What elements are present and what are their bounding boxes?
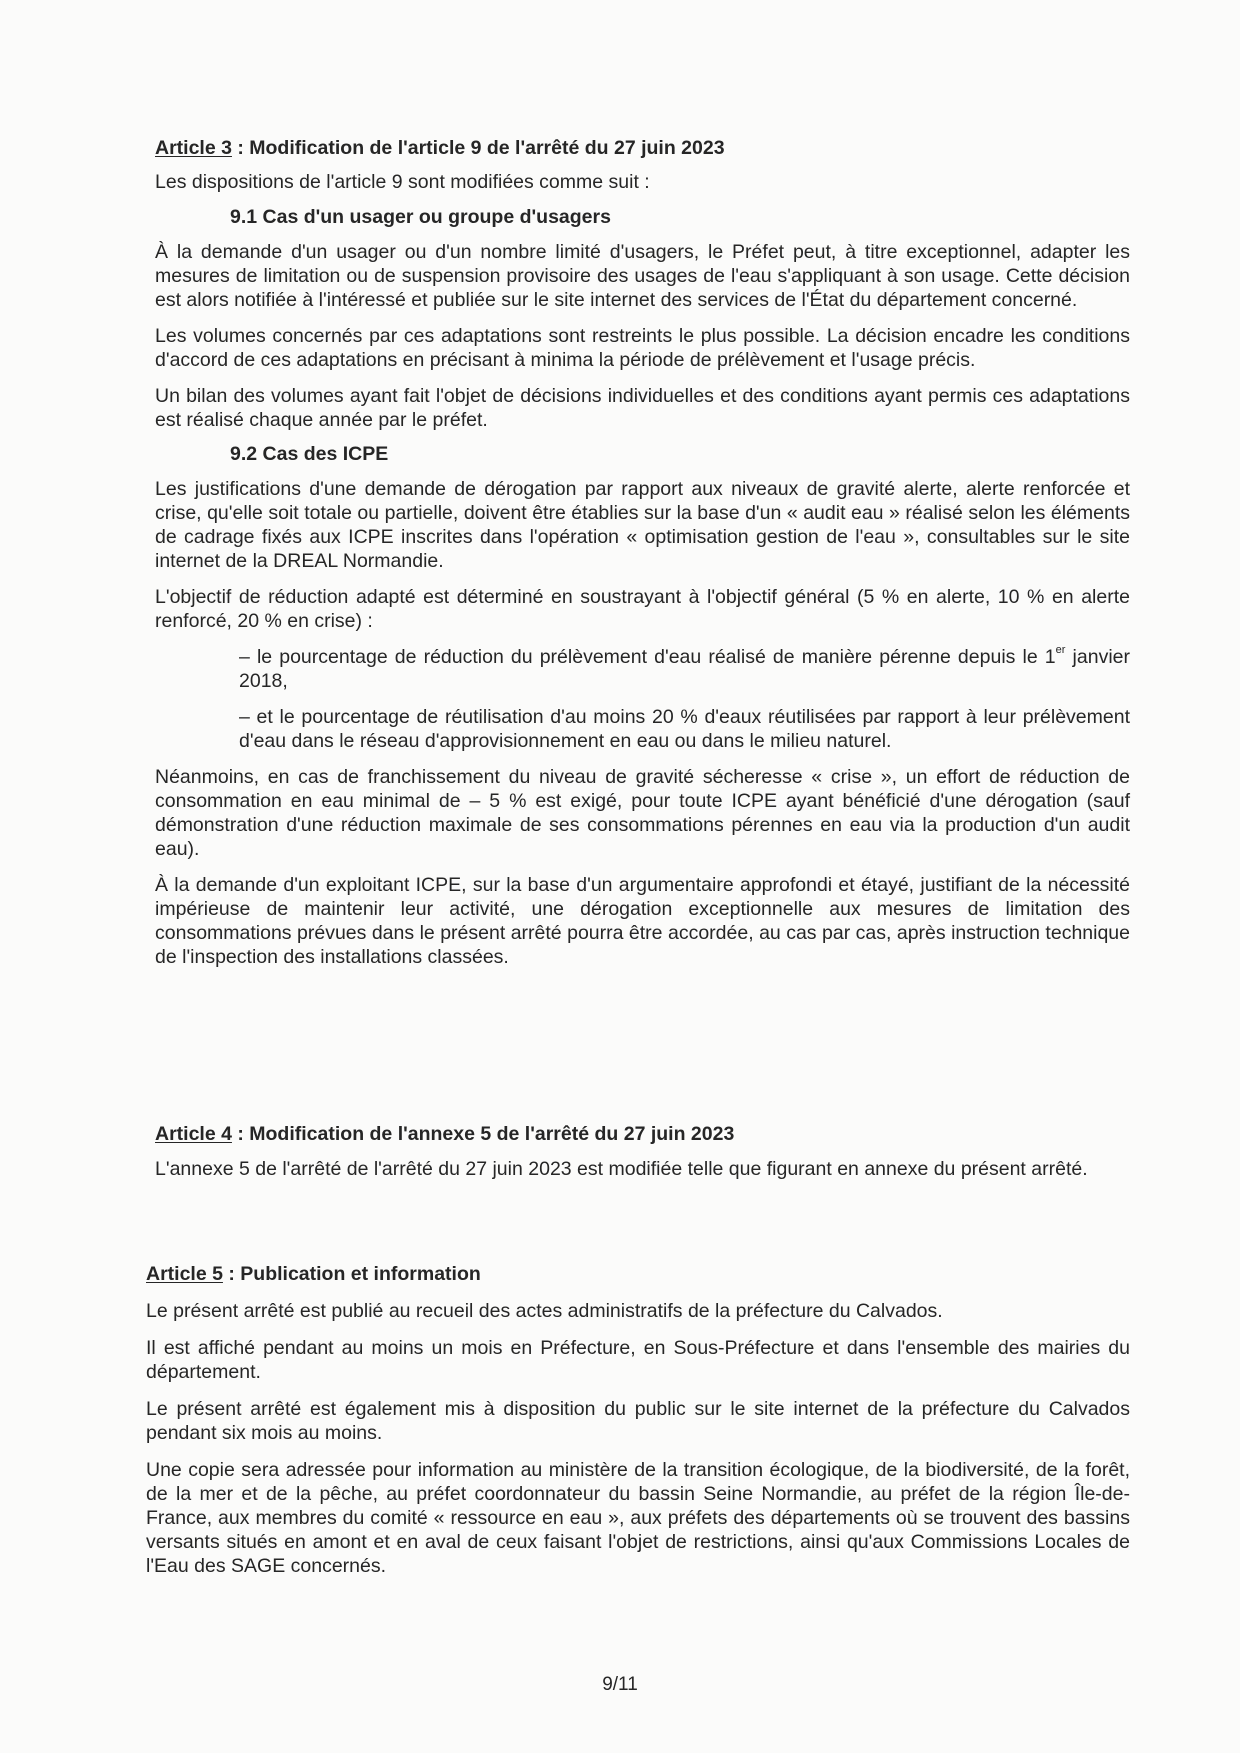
article-5-paragraph-2: Il est affiché pendant au moins un mois en Préfecture, en Sous-Préfecture et dans l'ensemble des mairies du département.: [146, 1337, 1130, 1383]
article-5: [146, 1262, 1130, 1578]
article-4: [155, 1122, 1130, 1181]
article-4-heading: [155, 1122, 1130, 1146]
superscript: er: [1055, 644, 1066, 656]
article-3-label: Article 3: [155, 137, 232, 159]
list-item: [155, 645, 1130, 693]
section-9-1-title: 9.1 Cas d'un usager ou groupe d'usagers: [230, 206, 611, 228]
article-5-label: Article 5: [146, 1263, 223, 1285]
section-9-2-title: 9.2 Cas des ICPE: [230, 443, 389, 465]
article-5-title: : Publication et information: [222, 1263, 481, 1285]
article-3-title: : Modification de l'article 9 de l'arrêté du 27 juin 2023: [231, 137, 725, 159]
article-5-paragraph-3: Le présent arrêté est également mis à disposition du public sur le site internet de la préfecture du Calvados pendant six mois au moins.: [146, 1398, 1130, 1444]
article-4-label: Article 4: [155, 1123, 232, 1145]
section-9-2-paragraph-3: Néanmoins, en cas de franchissement du niveau de gravité sécheresse « crise », un effort de réduction de consommation en eau minimal de – 5 % est exigé, pour toute ICPE ayant bénéficié d'une dérogation (sauf démonstration d'une réduction maximale de ses consommations pérennes en eau via la production d'un audit eau).: [155, 766, 1130, 860]
section-9-2-paragraph-4: À la demande d'un exploitant ICPE, sur la base d'un argumentaire approfondi et étayé, justifiant de la nécessité impérieuse de maintenir leur activité, une dérogation exceptionnelle aux mesures de limitation des consommations prévues dans le présent arrêté pourra être accordée, au cas par cas, après instruction technique de l'inspection des installations classées.: [155, 874, 1130, 968]
page-number: 9/11: [602, 1674, 638, 1695]
section-9-2-paragraph-2: L'objectif de réduction adapté est déterminé en soustrayant à l'objectif général (5 % en alerte, 10 % en alerte renforcé, 20 % en crise) :: [155, 586, 1130, 632]
section-9-1-paragraph-1: À la demande d'un usager ou d'un nombre limité d'usagers, le Préfet peut, à titre exceptionnel, adapter les mesures de limitation ou de suspension provisoire des usages de l'eau s'appliquant à son usage. Cette décision est alors notifiée à l'intéressé et publiée sur le site internet des services de l'État du département concerné.: [155, 241, 1130, 311]
article-4-title: : Modification de l'annexe 5 de l'arrêté du 27 juin 2023: [231, 1123, 735, 1145]
article-5-paragraph-1: Le présent arrêté est publié au recueil des actes administratifs de la préfecture du Calvados.: [146, 1300, 943, 1322]
article-4-paragraph: L'annexe 5 de l'arrêté de l'arrêté du 27 juin 2023 est modifiée telle que figurant en annexe du présent arrêté.: [155, 1158, 1088, 1180]
section-9-2-paragraph-1: Les justifications d'une demande de dérogation par rapport aux niveaux de gravité alerte, alerte renforcée et crise, qu'elle soit totale ou partielle, doivent être établies sur la base d'un « audit eau » réalisé selon les éléments de cadrage fixés aux ICPE inscrites dans l'opération « optimisation gestion de l'eau », consultables sur le site internet de la DREAL Normandie.: [155, 478, 1130, 572]
list-item-text-end: janvier 2018,: [239, 646, 1130, 692]
article-5-paragraph-4: Une copie sera adressée pour information au ministère de la transition écologique, de la biodiversité, de la forêt, de la mer et de la pêche, au préfet coordonnateur du bassin Seine Normandie, au préfet de la région Île-de-France, aux membres du comité « ressource en eau », aux préfets des départements où se trouvent des bassins versants situés en amont et en aval de ceux faisant l'objet de restrictions, ainsi qu'aux Commissions Locales de l'Eau des SAGE concernés.: [146, 1459, 1130, 1577]
section-9-1-paragraph-2: Les volumes concernés par ces adaptations sont restreints le plus possible. La décision encadre les conditions d'accord de ces adaptations en précisant à minima la période de prélèvement et l'usage précis.: [155, 325, 1130, 371]
article-5-heading: [146, 1262, 1130, 1286]
article-3-intro: Les dispositions de l'article 9 sont modifiées comme suit :: [155, 171, 650, 193]
section-9-1-paragraph-3: Un bilan des volumes ayant fait l'objet de décisions individuelles et des conditions ayant permis ces adaptations est réalisé chaque année par le préfet.: [155, 385, 1130, 431]
list-item-text: – le pourcentage de réduction du prélèvement d'eau réalisé de manière pérenne depuis le 1: [239, 646, 1056, 668]
article-3: [155, 136, 1130, 969]
article-3-heading: [155, 136, 1130, 160]
list-item: – et le pourcentage de réutilisation d'au moins 20 % d'eaux réutilisées par rapport à leur prélèvement d'eau dans le réseau d'approvisionnement en eau ou dans le milieu naturel.: [239, 706, 1130, 752]
